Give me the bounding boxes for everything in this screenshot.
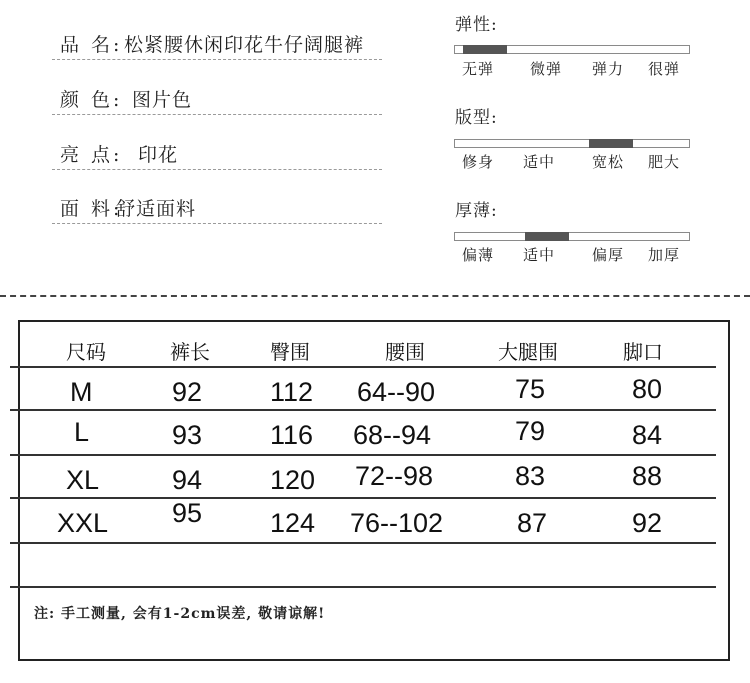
cell-length: 93 (172, 420, 203, 450)
fit-scale (454, 139, 690, 148)
elasticity-option: 弹力 (592, 60, 625, 78)
fit-option: 适中 (523, 153, 556, 171)
thickness-option: 加厚 (648, 246, 681, 264)
cell-waist: 72--98 (355, 461, 434, 491)
product-fabric-row (52, 194, 382, 224)
table-rule (10, 497, 716, 499)
cell-leg-opening: 80 (632, 374, 663, 404)
cell-thigh: 87 (517, 508, 548, 538)
cell-hip: 120 (270, 465, 316, 495)
header-length: 裤长 (170, 340, 210, 364)
header-waist: 腰围 (385, 340, 425, 364)
fit-indicator (589, 139, 633, 148)
cell-leg-opening: 88 (632, 461, 663, 491)
product-name-label: 品 名: (60, 34, 123, 56)
cell-size: XL (66, 465, 100, 495)
cell-waist: 68--94 (353, 420, 432, 450)
elasticity-option: 很弹 (648, 60, 681, 78)
product-highlight-label: 亮 点: (60, 144, 123, 166)
measurement-note: 注: 手工测量, 会有1-2cm误差, 敬请谅解! (34, 606, 326, 622)
product-color-value: 图片色 (132, 89, 193, 111)
thickness-option: 适中 (523, 246, 556, 264)
thickness-indicator (525, 232, 569, 241)
table-rule (10, 586, 716, 588)
cell-hip: 112 (270, 377, 314, 407)
table-rule (10, 409, 716, 411)
cell-size: XXL (57, 508, 109, 538)
header-size: 尺码 (66, 340, 106, 364)
product-color-label: 颜 色: (60, 89, 123, 111)
cell-length: 94 (172, 465, 203, 495)
thickness-title: 厚薄: (455, 201, 498, 221)
cell-thigh: 83 (515, 461, 546, 491)
elasticity-option: 无弹 (462, 60, 495, 78)
elasticity-option: 微弹 (530, 60, 563, 78)
product-name-row (52, 30, 382, 60)
thickness-option: 偏厚 (592, 246, 625, 264)
cell-waist: 64--90 (357, 377, 436, 407)
product-fabric-value: 舒适面料 (116, 198, 197, 220)
fit-option: 修身 (462, 153, 495, 171)
cell-hip: 124 (270, 508, 316, 538)
product-color-row (52, 85, 382, 115)
cell-size: M (70, 377, 93, 407)
cell-thigh: 75 (515, 374, 546, 404)
cell-leg-opening: 84 (632, 420, 663, 450)
elasticity-title: 弹性: (455, 15, 498, 35)
header-leg-opening: 脚口 (623, 340, 663, 364)
fit-option: 肥大 (648, 153, 681, 171)
cell-length: 95 (172, 498, 203, 528)
thickness-scale (454, 232, 690, 241)
table-rule (10, 454, 716, 456)
header-thigh: 大腿围 (498, 340, 558, 364)
thickness-option: 偏薄 (462, 246, 495, 264)
product-name-value: 松紧腰休闲印花牛仔阔腿裤 (124, 34, 365, 56)
fit-option: 宽松 (592, 153, 625, 171)
table-rule (10, 542, 716, 544)
cell-waist: 76--102 (350, 508, 444, 538)
cell-thigh: 79 (515, 416, 546, 446)
cell-size: L (74, 417, 90, 447)
header-hip: 臀围 (270, 340, 310, 364)
elasticity-indicator (463, 45, 507, 54)
elasticity-scale (454, 45, 690, 54)
table-rule (10, 366, 716, 368)
product-highlight-value: 印花 (138, 144, 179, 166)
cell-leg-opening: 92 (632, 508, 663, 538)
product-fabric-label: 面 料: (60, 198, 123, 220)
cell-length: 92 (172, 377, 203, 407)
fit-title: 版型: (455, 108, 498, 128)
product-highlight-row (52, 140, 382, 170)
cell-hip: 116 (270, 420, 314, 450)
section-divider (0, 295, 750, 297)
